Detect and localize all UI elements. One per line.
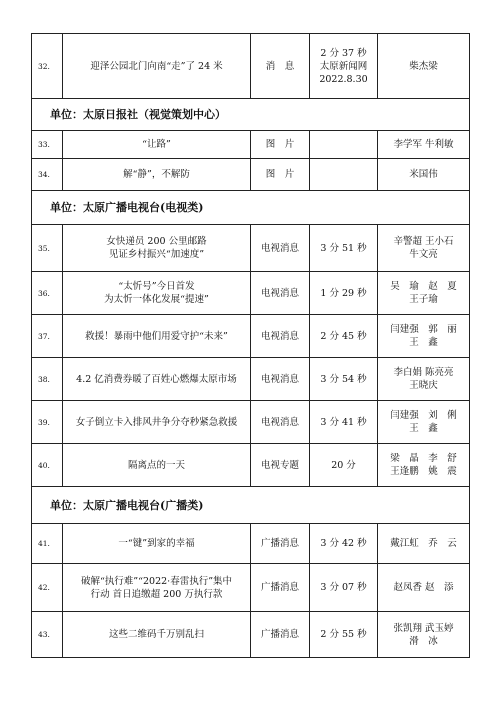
entry-duration: 20 分 <box>310 444 378 487</box>
entry-title: 一“键”到家的幸福 <box>63 524 251 564</box>
unit-header-row <box>32 487 470 524</box>
entry-authors: 戴江虹 乔 云 <box>378 524 470 564</box>
entry-title: “让路” <box>63 131 251 159</box>
entry-title: “太忻号”今日首发 为太忻一体化发展“提速” <box>63 272 251 315</box>
entry-duration: 3 分 51 秒 <box>310 225 378 272</box>
entry-type: 电视消息 <box>251 315 310 358</box>
entry-authors: 辛警超 王小石 牛文亮 <box>378 225 470 272</box>
entry-type: 广播消息 <box>251 524 310 564</box>
entry-authors: 闫建强 郭 丽 王 鑫 <box>378 315 470 358</box>
entry-type: 图 片 <box>251 159 310 191</box>
table-row <box>32 444 470 487</box>
award-table <box>31 33 470 658</box>
unit-header-row <box>32 191 470 225</box>
entry-number: 37. <box>32 315 63 358</box>
entry-authors: 柴杰梁 <box>378 34 470 99</box>
entry-number: 43. <box>32 612 63 658</box>
entry-authors: 吴 瑜 赵 夏 王子瑜 <box>378 272 470 315</box>
entry-type: 图 片 <box>251 131 310 159</box>
entry-duration: 2 分 37 秒 太原新闻网 2022.8.30 <box>310 34 378 99</box>
table-row <box>32 131 470 159</box>
entry-number: 33. <box>32 131 63 159</box>
entry-number: 41. <box>32 524 63 564</box>
entry-number: 42. <box>32 564 63 612</box>
table-row <box>32 401 470 444</box>
entry-number: 35. <box>32 225 63 272</box>
table-row <box>32 612 470 658</box>
entry-authors: 米国伟 <box>378 159 470 191</box>
entry-number: 34. <box>32 159 63 191</box>
unit-header: 单位：太原广播电视台(电视类) <box>32 191 470 225</box>
entry-title: 救援！暴雨中他们用爱守护“未来” <box>63 315 251 358</box>
entry-title: 解“静”，不解防 <box>63 159 251 191</box>
entry-title: 女子倒立卡入排风井争分夺秒紧急救援 <box>63 401 251 444</box>
entry-duration: 2 分 55 秒 <box>310 612 378 658</box>
entry-title: 4.2 亿消费券暖了百姓心燃爆太原市场 <box>63 358 251 401</box>
entry-duration: 3 分 42 秒 <box>310 524 378 564</box>
entry-type: 电视消息 <box>251 225 310 272</box>
entry-authors: 赵凤香 赵 添 <box>378 564 470 612</box>
entry-number: 32. <box>32 34 63 99</box>
entry-title: 破解“执行难”“2022·春雷执行”集中 行动 首日追缴超 200 万执行款 <box>63 564 251 612</box>
entry-duration: 3 分 54 秒 <box>310 358 378 401</box>
entry-title: 迎泽公园北门向南“走”了 24 米 <box>63 34 251 99</box>
entry-type: 广播消息 <box>251 564 310 612</box>
entry-number: 40. <box>32 444 63 487</box>
entry-type: 电视消息 <box>251 401 310 444</box>
entry-duration: 1 分 29 秒 <box>310 272 378 315</box>
entry-authors: 梁 晶 李 舒 王逢鹏 姚 震 <box>378 444 470 487</box>
entry-authors: 李白娟 陈亮亮 王晓庆 <box>378 358 470 401</box>
table-row <box>32 564 470 612</box>
entry-type: 消 息 <box>251 34 310 99</box>
entry-authors: 李学军 牛利敏 <box>378 131 470 159</box>
entry-duration: 2 分 45 秒 <box>310 315 378 358</box>
table-row <box>32 358 470 401</box>
unit-header: 单位：太原日报社（视觉策划中心） <box>32 99 470 131</box>
unit-header-row <box>32 99 470 131</box>
entry-type: 电视消息 <box>251 272 310 315</box>
table-row <box>32 272 470 315</box>
table-row <box>32 34 470 99</box>
entry-number: 36. <box>32 272 63 315</box>
entry-duration: 3 分 07 秒 <box>310 564 378 612</box>
entry-number: 38. <box>32 358 63 401</box>
table-row <box>32 524 470 564</box>
entry-authors: 张凯翔 武玉婷 滑 冰 <box>378 612 470 658</box>
entry-type: 电视消息 <box>251 358 310 401</box>
entry-title: 女快递员 200 公里邮路 见证乡村振兴“加速度” <box>63 225 251 272</box>
table-row <box>32 225 470 272</box>
entry-duration: 3 分 41 秒 <box>310 401 378 444</box>
entry-title: 隔离点的一天 <box>63 444 251 487</box>
unit-header: 单位：太原广播电视台(广播类) <box>32 487 470 524</box>
entry-type: 广播消息 <box>251 612 310 658</box>
entry-duration <box>310 159 378 191</box>
entry-duration <box>310 131 378 159</box>
table-row <box>32 315 470 358</box>
entry-type: 电视专题 <box>251 444 310 487</box>
table-row <box>32 159 470 191</box>
entry-authors: 闫建强 刘 俐 王 鑫 <box>378 401 470 444</box>
entry-title: 这些二维码千万别乱扫 <box>63 612 251 658</box>
entry-number: 39. <box>32 401 63 444</box>
